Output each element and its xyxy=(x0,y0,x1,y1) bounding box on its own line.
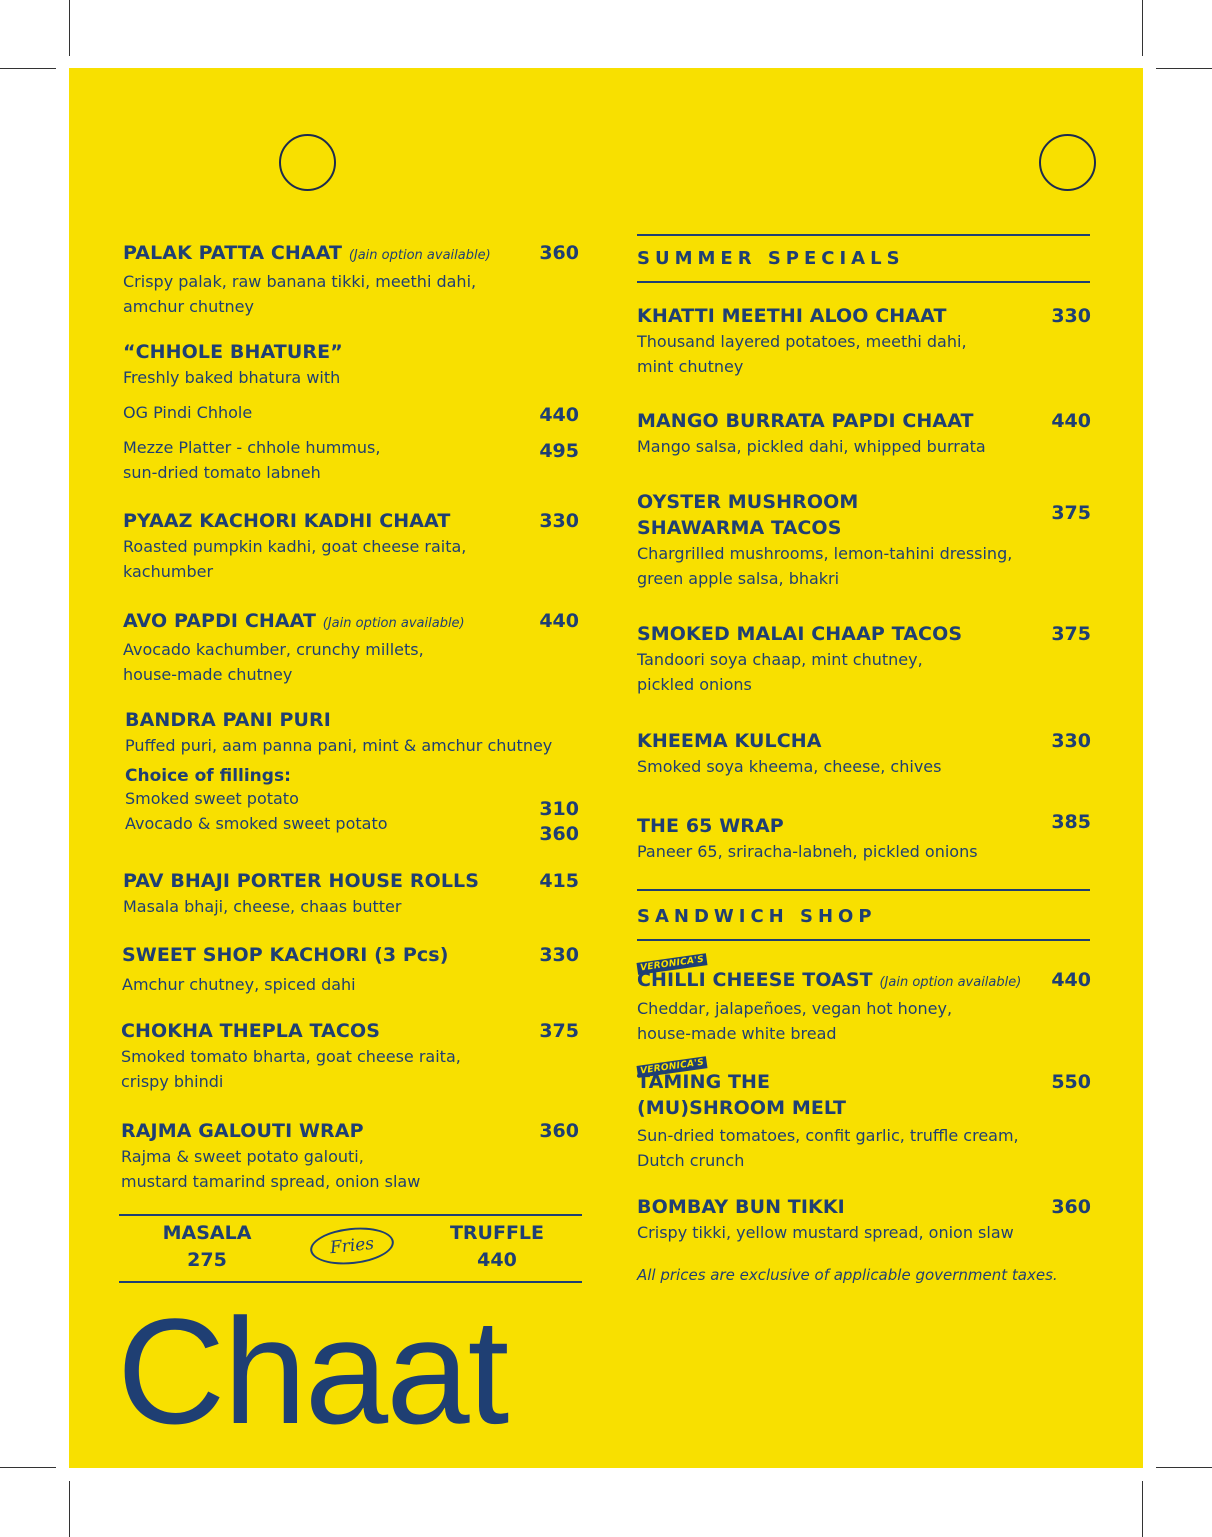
item-name: PALAK PATTA CHAAT (Jain option available) xyxy=(123,242,491,264)
crop-mark xyxy=(1156,68,1212,69)
punch-hole-left xyxy=(279,134,336,191)
menu-item-pav-bhaji-rolls xyxy=(123,868,583,919)
crop-mark xyxy=(0,1467,56,1468)
item-name: THE 65 WRAP xyxy=(637,815,784,837)
item-description: Puffed puri, aam panna pani, mint & amchur chutney xyxy=(125,736,553,755)
page-title: Chaat xyxy=(117,1287,508,1455)
menu-item-sweet-shop-kachori xyxy=(122,942,582,997)
item-price: 360 xyxy=(539,1120,579,1142)
sandwich-top-rule xyxy=(637,889,1090,891)
fries-masala xyxy=(147,1220,267,1274)
crop-mark xyxy=(0,68,56,69)
menu-item-bombay-bun-tikki xyxy=(637,1194,1067,1245)
menu-item-taming-the-mushroom-melt xyxy=(637,1069,1067,1173)
fries-option-price: 275 xyxy=(187,1249,227,1271)
item-name: BANDRA PANI PURI xyxy=(125,709,331,731)
menu-item-pyaaz-kachori xyxy=(123,508,583,584)
fries-bottom-rule xyxy=(119,1281,582,1283)
item-price: 440 xyxy=(1051,969,1091,991)
item-description: Mango salsa, pickled dahi, whipped burrata xyxy=(637,437,986,456)
crop-mark xyxy=(1156,1467,1212,1468)
tax-footnote: All prices are exclusive of applicable government taxes. xyxy=(637,1266,1058,1284)
option-name: OG Pindi Chhole xyxy=(123,403,253,422)
fries-option-price: 440 xyxy=(477,1249,517,1271)
item-name: AVO PAPDI CHAAT (Jain option available) xyxy=(123,610,465,632)
fries-truffle xyxy=(437,1220,557,1274)
crop-mark xyxy=(1142,0,1143,56)
menu-item-chilli-cheese-toast xyxy=(637,967,1067,1046)
section-title-summer-specials: SUMMER SPECIALS xyxy=(637,248,905,269)
item-description: Freshly baked bhatura with xyxy=(123,368,341,387)
item-price: 375 xyxy=(1051,502,1091,524)
menu-item-mango-burrata xyxy=(637,408,1037,459)
item-description: Cheddar, jalapeñoes, vegan hot honey, house-made white bread xyxy=(637,999,953,1043)
item-description: Masala bhaji, cheese, chaas butter xyxy=(123,897,402,916)
menu-item-chokha-thepla-tacos xyxy=(121,1018,581,1094)
option-name: Smoked sweet potato xyxy=(125,789,299,808)
section-title-sandwich-shop: SANDWICH SHOP xyxy=(637,906,877,927)
item-price: 375 xyxy=(539,1020,579,1042)
item-name: OYSTER MUSHROOM SHAWARMA TACOS xyxy=(637,491,859,539)
item-name: “CHHOLE BHATURE” xyxy=(123,341,343,363)
fries-option-label: TRUFFLE xyxy=(449,1222,545,1244)
menu-item-khatti-meethi-aloo xyxy=(637,303,1037,379)
item-price: 550 xyxy=(1051,1071,1091,1093)
item-price: 330 xyxy=(1051,730,1091,752)
veronicas-logo: VERONICA'S xyxy=(637,953,708,975)
item-price: 360 xyxy=(539,242,579,264)
fries-top-rule xyxy=(119,1214,582,1216)
crop-mark xyxy=(69,1481,70,1537)
item-description: Smoked soya kheema, cheese, chives xyxy=(637,757,942,776)
menu-item-smoked-malai-chaap xyxy=(637,621,1037,697)
item-price: 440 xyxy=(1051,410,1091,432)
option-price: 495 xyxy=(539,440,579,462)
summer-bottom-rule xyxy=(637,281,1090,283)
item-description: Sun-dried tomatoes, confit garlic, truffle cream, Dutch crunch xyxy=(637,1126,1019,1170)
item-name: PYAAZ KACHORI KADHI CHAAT xyxy=(123,510,451,532)
item-name: KHEEMA KULCHA xyxy=(637,730,822,752)
option-price: 360 xyxy=(539,823,579,845)
sandwich-bottom-rule xyxy=(637,939,1090,941)
jain-note: (Jain option available) xyxy=(879,975,1022,990)
item-description: Chargrilled mushrooms, lemon-tahini dressing, green apple salsa, bhakri xyxy=(637,544,1013,588)
summer-top-rule xyxy=(637,234,1090,236)
item-price: 330 xyxy=(539,944,579,966)
menu-item-avo-papdi-chaat xyxy=(123,608,583,687)
item-price: 440 xyxy=(539,610,579,632)
veronicas-logo: VERONICA'S xyxy=(637,1056,708,1078)
item-name: PAV BHAJI PORTER HOUSE ROLLS xyxy=(123,870,480,892)
jain-note: (Jain option available) xyxy=(322,616,465,631)
item-description: Smoked tomato bharta, goat cheese raita, crispy bhindi xyxy=(121,1047,461,1091)
item-description: Tandoori soya chaap, mint chutney, pickled onions xyxy=(637,650,923,694)
item-description: Paneer 65, sriracha-labneh, pickled onions xyxy=(637,842,978,861)
item-name: RAJMA GALOUTI WRAP xyxy=(121,1120,364,1142)
item-description: Amchur chutney, spiced dahi xyxy=(122,975,356,994)
item-price: 360 xyxy=(1051,1196,1091,1218)
menu-item-rajma-galouti-wrap xyxy=(121,1118,581,1194)
item-name: SWEET SHOP KACHORI (3 Pcs) xyxy=(122,944,449,966)
menu-item-65-wrap xyxy=(637,813,1037,864)
menu-item-chhole-bhature xyxy=(123,339,583,485)
menu-item-oyster-mushroom-tacos xyxy=(637,489,1057,591)
option-price: 310 xyxy=(539,798,579,820)
item-name: TAMING THE (MU)SHROOM MELT xyxy=(637,1071,847,1119)
option-name: Mezze Platter - chhole hummus, sun-dried tomato labneh xyxy=(123,438,381,482)
item-price: 385 xyxy=(1051,811,1091,833)
crop-mark xyxy=(69,0,70,56)
option-name: Avocado & smoked sweet potato xyxy=(125,814,388,833)
item-description: Roasted pumpkin kadhi, goat cheese raita, kachumber xyxy=(123,537,467,581)
menu-page xyxy=(69,68,1143,1468)
item-price: 375 xyxy=(1051,623,1091,645)
item-name: BOMBAY BUN TIKKI xyxy=(637,1196,845,1218)
fries-badge: Fries xyxy=(308,1224,395,1269)
menu-item-kheema-kulcha xyxy=(637,728,1037,779)
item-description: Crispy tikki, yellow mustard spread, onion slaw xyxy=(637,1223,1014,1242)
item-price: 330 xyxy=(1051,305,1091,327)
item-description: Rajma & sweet potato galouti, mustard tamarind spread, onion slaw xyxy=(121,1147,421,1191)
item-price: 415 xyxy=(539,870,579,892)
fries-option-label: MASALA xyxy=(162,1222,252,1244)
option-price: 440 xyxy=(539,404,579,426)
item-name: CHILLI CHEESE TOAST (Jain option available) xyxy=(637,969,1022,991)
item-description: Thousand layered potatoes, meethi dahi, mint chutney xyxy=(637,332,967,376)
item-name: CHOKHA THEPLA TACOS xyxy=(121,1020,381,1042)
item-name: KHATTI MEETHI ALOO CHAAT xyxy=(637,305,947,327)
choice-heading: Choice of fillings: xyxy=(125,766,291,786)
item-name: MANGO BURRATA PAPDI CHAAT xyxy=(637,410,974,432)
jain-note: (Jain option available) xyxy=(348,248,491,263)
crop-mark xyxy=(1142,1481,1143,1537)
item-name: SMOKED MALAI CHAAP TACOS xyxy=(637,623,963,645)
punch-hole-right xyxy=(1039,134,1096,191)
item-description: Crispy palak, raw banana tikki, meethi dahi, amchur chutney xyxy=(123,272,477,316)
item-description: Avocado kachumber, crunchy millets, house-made chutney xyxy=(123,640,424,684)
item-price: 330 xyxy=(539,510,579,532)
menu-item-palak-patta-chaat xyxy=(123,240,583,319)
